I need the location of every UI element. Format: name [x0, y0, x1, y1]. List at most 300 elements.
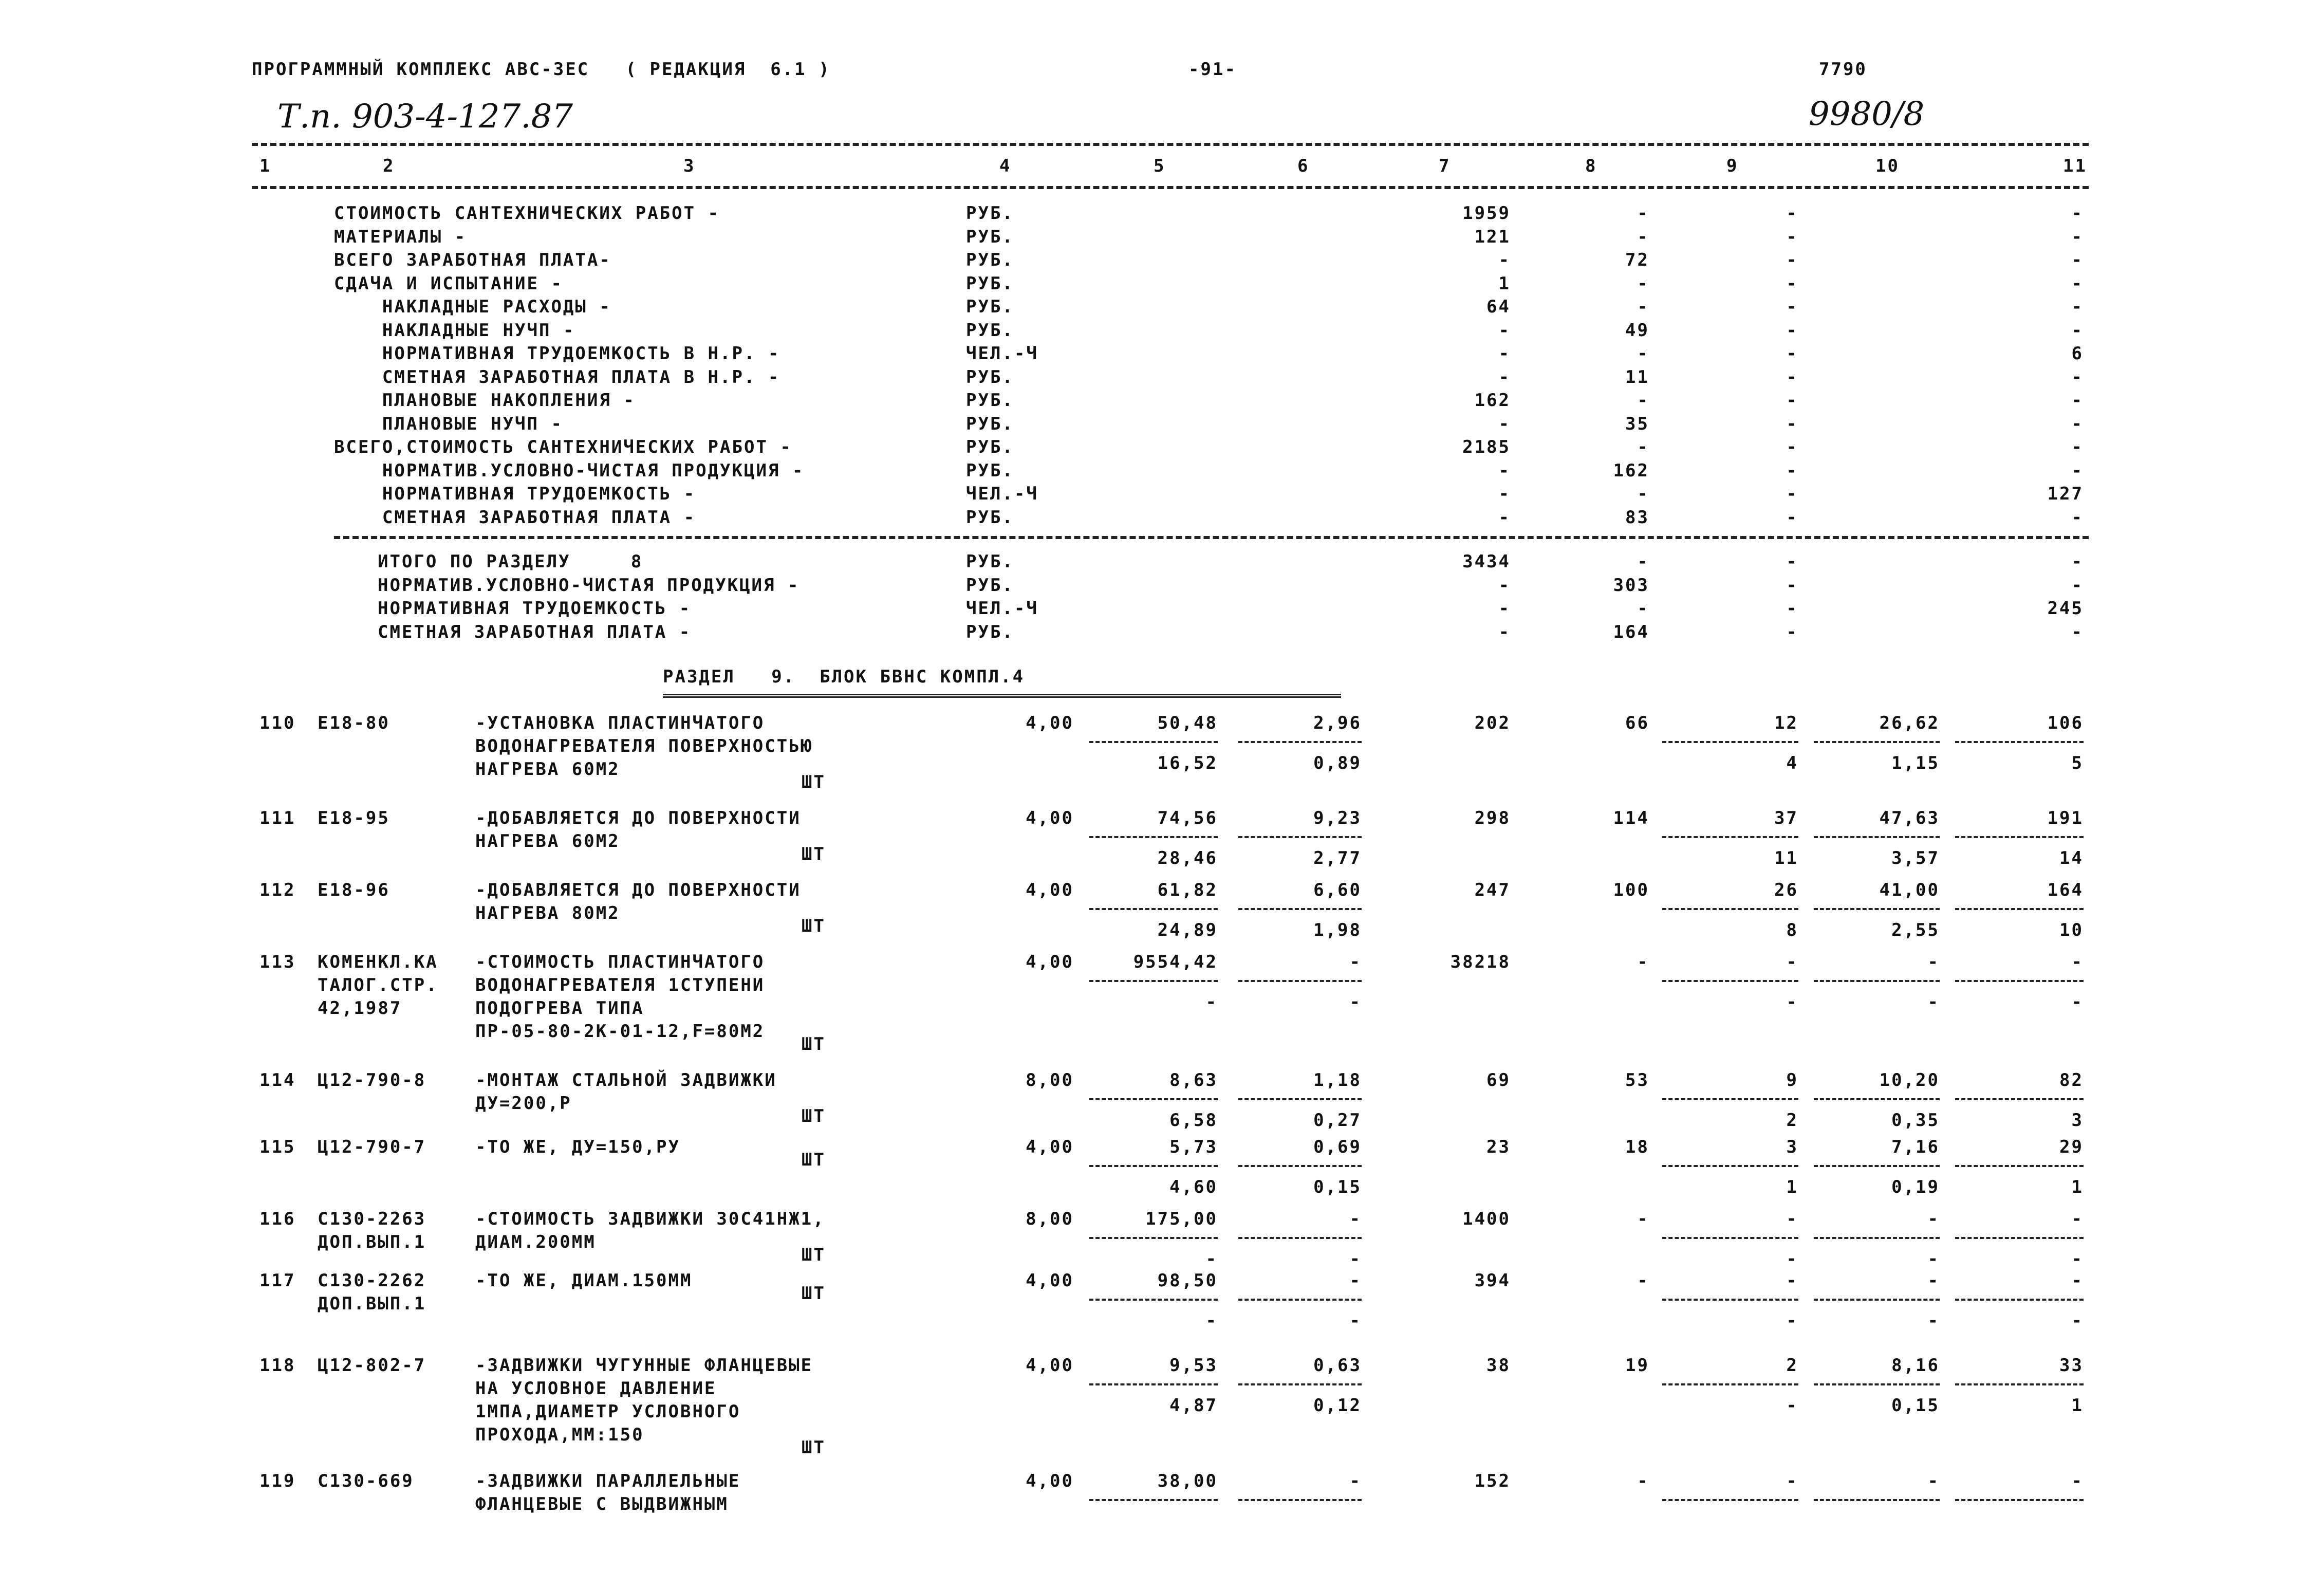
item-machine-total: - [1786, 1209, 1798, 1229]
summary-value-7: - [1498, 414, 1511, 434]
item-code: С130-2263 [318, 1209, 426, 1229]
summary-value-7: - [1498, 460, 1511, 481]
item-subline [1955, 1499, 2084, 1501]
item-total-cost: 69 [1486, 1070, 1511, 1090]
section-total-unit: РУБ. [966, 622, 1014, 642]
item-subline [1089, 1499, 1218, 1501]
summary-value-7: - [1498, 507, 1511, 528]
item-subline [1955, 1098, 2084, 1100]
column-number: 5 [1154, 156, 1166, 176]
program-header: ПРОГРАММНЫЙ КОМПЛЕКС АВС-ЗЕС ( РЕДАКЦИЯ 6.1 ) [252, 59, 831, 80]
item-subline [1814, 1383, 1940, 1385]
item-wage-total: 19 [1625, 1355, 1649, 1376]
header-rule-top [252, 143, 2089, 146]
column-number: 4 [999, 156, 1012, 176]
item-labor-total-sub: 1 [2071, 1395, 2084, 1416]
item-labor-unit-sub: - [1927, 1310, 1940, 1331]
summary-value-9: - [1786, 320, 1798, 341]
item-subline [1662, 908, 1798, 910]
item-number: 115 [259, 1137, 296, 1157]
section-total-value-8: 164 [1613, 622, 1649, 642]
item-description: -СТОИМОСТЬ ПЛАСТИНЧАТОГО [475, 952, 765, 972]
summary-value-11: - [2071, 390, 2084, 411]
item-description: ДИАМ.200ММ [475, 1232, 596, 1252]
item-code: КОМЕНКЛ.КА [318, 952, 438, 972]
summary-unit: РУБ. [966, 227, 1014, 247]
summary-unit: РУБ. [966, 320, 1014, 341]
summary-value-7: 1959 [1462, 203, 1511, 224]
item-quantity: 4,00 [1026, 952, 1074, 972]
summary-value-9: - [1786, 343, 1798, 364]
summary-label: ПЛАНОВЫЕ НУЧП - [334, 414, 563, 434]
summary-separator [334, 536, 2089, 539]
item-wage-cost-sub: 0,27 [1313, 1110, 1362, 1131]
summary-value-11: - [2071, 460, 2084, 481]
item-quantity: 4,00 [1026, 1471, 1074, 1491]
item-labor-unit-sub: 3,57 [1891, 848, 1940, 868]
item-description: -ДОБАВЛЯЕТСЯ ДО ПОВЕРХНОСТИ [475, 880, 801, 900]
item-machine-sub: 11 [1774, 848, 1798, 868]
summary-value-8: 35 [1625, 414, 1649, 434]
summary-value-8: - [1637, 484, 1649, 504]
column-number: 8 [1585, 156, 1597, 176]
section-total-label: СМЕТНАЯ ЗАРАБОТНАЯ ПЛАТА - [378, 622, 692, 642]
summary-value-8: - [1637, 437, 1649, 457]
item-unit-cost-sub: 16,52 [1157, 753, 1218, 773]
item-unit-cost-sub: 4,60 [1169, 1177, 1218, 1197]
summary-label: НОРМАТИВНАЯ ТРУДОЕМКОСТЬ - [334, 484, 696, 504]
item-total-cost: 298 [1474, 808, 1511, 828]
item-wage-total: 100 [1613, 880, 1649, 900]
item-code: ТАЛОГ.СТР. [318, 975, 438, 995]
item-labor-total-sub: - [2071, 1249, 2084, 1269]
item-subline [1814, 1237, 1940, 1239]
section-total-value-8: 303 [1613, 575, 1649, 596]
item-unit: ШТ [802, 844, 826, 864]
summary-unit: РУБ. [966, 203, 1014, 224]
summary-value-8: 49 [1625, 320, 1649, 341]
item-code: Е18-80 [318, 713, 390, 733]
summary-label: ВСЕГО ЗАРАБОТНАЯ ПЛАТА- [334, 250, 611, 270]
item-unit-cost: 38,00 [1157, 1471, 1218, 1491]
summary-value-7: 64 [1486, 297, 1511, 317]
item-labor-unit-sub: 0,19 [1891, 1177, 1940, 1197]
item-machine-sub: - [1786, 1249, 1798, 1269]
item-subline [1238, 1499, 1362, 1501]
item-description: ДУ=200,Р [475, 1093, 572, 1114]
item-labor-total: - [2071, 952, 2084, 972]
item-description: -СТОИМОСТЬ ЗАДВИЖКИ 30С41НЖ1, [475, 1209, 825, 1229]
item-labor-total-sub: - [2071, 1310, 2084, 1331]
item-labor-unit: 47,63 [1879, 808, 1940, 828]
section-title-underline [663, 694, 1341, 698]
item-labor-total-sub: 1 [2071, 1177, 2084, 1197]
summary-label: СМЕТНАЯ ЗАРАБОТНАЯ ПЛАТА В Н.Р. - [334, 367, 780, 387]
summary-value-7: - [1498, 343, 1511, 364]
item-subline [1955, 908, 2084, 910]
item-number: 114 [259, 1070, 296, 1090]
item-labor-total: - [2071, 1270, 2084, 1291]
item-quantity: 8,00 [1026, 1070, 1074, 1090]
summary-value-7: 121 [1474, 227, 1511, 247]
item-subline [1955, 836, 2084, 838]
item-unit-cost: 9554,42 [1133, 952, 1218, 972]
item-number: 118 [259, 1355, 296, 1376]
page-number: -91- [1188, 59, 1237, 80]
item-code: ДОП.ВЫП.1 [318, 1293, 426, 1314]
item-wage-cost: 0,69 [1313, 1137, 1362, 1157]
item-subline [1238, 908, 1362, 910]
handwritten-project-number: Т.п. 903-4-127.87 [277, 98, 573, 136]
summary-value-9: - [1786, 437, 1798, 457]
summary-value-11: - [2071, 297, 2084, 317]
item-wage-cost-sub: - [1349, 1249, 1362, 1269]
item-subline [1662, 1098, 1798, 1100]
item-wage-cost-sub: 0,15 [1313, 1177, 1362, 1197]
item-description: НАГРЕВА 60М2 [475, 759, 620, 780]
item-labor-total-sub: 3 [2071, 1110, 2084, 1131]
item-subline [1238, 1237, 1362, 1239]
item-subline [1238, 1299, 1362, 1301]
item-labor-unit-sub: - [1927, 992, 1940, 1012]
summary-value-9: - [1786, 297, 1798, 317]
summary-unit: РУБ. [966, 437, 1014, 457]
item-machine-sub: - [1786, 992, 1798, 1012]
item-description: ФЛАНЦЕВЫЕ С ВЫДВИЖНЫМ [475, 1494, 729, 1514]
item-wage-cost: 6,60 [1313, 880, 1362, 900]
item-subline [1089, 1165, 1218, 1167]
item-unit-cost-sub: 6,58 [1169, 1110, 1218, 1131]
item-total-cost: 247 [1474, 880, 1511, 900]
summary-label: СДАЧА И ИСПЫТАНИЕ - [334, 273, 563, 294]
item-number: 116 [259, 1209, 296, 1229]
item-unit: ШТ [802, 1437, 826, 1458]
item-total-cost: 38 [1486, 1355, 1511, 1376]
item-number: 110 [259, 713, 296, 733]
item-wage-total: 53 [1625, 1070, 1649, 1090]
summary-value-9: - [1786, 273, 1798, 294]
summary-unit: ЧЕЛ.-Ч [966, 343, 1038, 364]
item-description: НА УСЛОВНОЕ ДАВЛЕНИЕ [475, 1378, 717, 1399]
item-unit-cost-sub: 24,89 [1157, 920, 1218, 940]
item-unit-cost-sub: 4,87 [1169, 1395, 1218, 1416]
column-number: 3 [683, 156, 696, 176]
item-machine-sub: - [1786, 1395, 1798, 1416]
item-unit: ШТ [802, 1034, 826, 1055]
item-unit-cost-sub: 28,46 [1157, 848, 1218, 868]
column-number: 9 [1726, 156, 1739, 176]
summary-value-11: - [2071, 367, 2084, 387]
item-code: Е18-96 [318, 880, 390, 900]
item-code: С130-2262 [318, 1270, 426, 1291]
item-description: НАГРЕВА 80М2 [475, 903, 620, 923]
item-subline [1662, 980, 1798, 982]
section-total-label: ИТОГО ПО РАЗДЕЛУ 8 [378, 551, 643, 572]
item-subline [1814, 1098, 1940, 1100]
section-total-value-8: - [1637, 551, 1649, 572]
item-wage-cost-sub: - [1349, 1310, 1362, 1331]
summary-value-11: - [2071, 250, 2084, 270]
item-unit-cost: 98,50 [1157, 1270, 1218, 1291]
document-code: 7790 [1819, 59, 1867, 80]
section-total-value-11: 245 [2047, 598, 2084, 619]
item-wage-cost-sub: 1,98 [1313, 920, 1362, 940]
item-subline [1089, 980, 1218, 982]
item-labor-total-sub: 14 [2059, 848, 2084, 868]
item-wage-total: 114 [1613, 808, 1649, 828]
item-code: С130-669 [318, 1471, 414, 1491]
summary-value-7: - [1498, 320, 1511, 341]
item-subline [1089, 836, 1218, 838]
item-machine-total: 9 [1786, 1070, 1798, 1090]
item-machine-sub: - [1786, 1310, 1798, 1331]
summary-value-11: - [2071, 203, 2084, 224]
summary-value-9: - [1786, 460, 1798, 481]
column-number: 1 [259, 156, 272, 176]
summary-value-8: 83 [1625, 507, 1649, 528]
section-total-label: НОРМАТИВ.УСЛОВНО-ЧИСТАЯ ПРОДУКЦИЯ - [378, 575, 800, 596]
item-subline [1814, 1499, 1940, 1501]
summary-unit: ЧЕЛ.-Ч [966, 484, 1038, 504]
item-subline [1089, 741, 1218, 743]
item-subline [1662, 1165, 1798, 1167]
item-subline [1662, 741, 1798, 743]
summary-value-11: - [2071, 227, 2084, 247]
section-total-value-7: - [1498, 575, 1511, 596]
item-code: Ц12-790-7 [318, 1137, 426, 1157]
item-unit-cost: 5,73 [1169, 1137, 1218, 1157]
item-subline [1238, 1383, 1362, 1385]
summary-unit: РУБ. [966, 460, 1014, 481]
item-labor-total: - [2071, 1471, 2084, 1491]
summary-value-7: - [1498, 367, 1511, 387]
item-subline [1662, 1499, 1798, 1501]
item-unit-cost-sub: - [1205, 1310, 1218, 1331]
section-total-value-11: - [2071, 551, 2084, 572]
section-total-unit: РУБ. [966, 575, 1014, 596]
item-description: ПОДОГРЕВА ТИПА [475, 998, 644, 1019]
item-description: ВОДОНАГРЕВАТЕЛЯ 1СТУПЕНИ [475, 975, 765, 995]
item-labor-total: 29 [2059, 1137, 2084, 1157]
item-code: Ц12-802-7 [318, 1355, 426, 1376]
item-unit: ШТ [802, 1106, 826, 1126]
item-labor-total-sub: 5 [2071, 753, 2084, 773]
item-labor-total: 106 [2047, 713, 2084, 733]
item-wage-cost-sub: - [1349, 992, 1362, 1012]
item-machine-total: - [1786, 1270, 1798, 1291]
summary-value-8: - [1637, 273, 1649, 294]
summary-value-9: - [1786, 250, 1798, 270]
section-total-value-9: - [1786, 598, 1798, 619]
item-subline [1089, 1237, 1218, 1239]
item-wage-total: - [1637, 1209, 1649, 1229]
item-code: Е18-95 [318, 808, 390, 828]
item-subline [1662, 1383, 1798, 1385]
item-wage-total: - [1637, 1471, 1649, 1491]
item-unit: ШТ [802, 772, 826, 792]
summary-value-9: - [1786, 227, 1798, 247]
summary-value-9: - [1786, 507, 1798, 528]
item-quantity: 4,00 [1026, 713, 1074, 733]
item-labor-unit: 41,00 [1879, 880, 1940, 900]
item-unit-cost-sub: - [1205, 1249, 1218, 1269]
item-subline [1238, 741, 1362, 743]
summary-value-8: - [1637, 297, 1649, 317]
item-description: ВОДОНАГРЕВАТЕЛЯ ПОВЕРХНОСТЬЮ [475, 736, 813, 756]
summary-label: МАТЕРИАЛЫ - [334, 227, 467, 247]
item-wage-cost-sub: 0,89 [1313, 753, 1362, 773]
item-subline [1814, 836, 1940, 838]
summary-unit: РУБ. [966, 297, 1014, 317]
section-total-value-8: - [1637, 598, 1649, 619]
section-total-value-7: - [1498, 598, 1511, 619]
item-number: 117 [259, 1270, 296, 1291]
summary-value-11: 127 [2047, 484, 2084, 504]
item-labor-total: 33 [2059, 1355, 2084, 1376]
summary-value-8: 162 [1613, 460, 1649, 481]
item-subline [1955, 1165, 2084, 1167]
item-labor-unit-sub: 0,35 [1891, 1110, 1940, 1131]
item-subline [1238, 1165, 1362, 1167]
item-subline [1814, 1165, 1940, 1167]
item-quantity: 4,00 [1026, 808, 1074, 828]
item-description: 1МПА,ДИАМЕТР УСЛОВНОГО [475, 1401, 741, 1422]
summary-value-11: - [2071, 437, 2084, 457]
item-wage-cost-sub: 0,12 [1313, 1395, 1362, 1416]
summary-value-9: - [1786, 390, 1798, 411]
item-machine-total: 3 [1786, 1137, 1798, 1157]
section-title: РАЗДЕЛ 9. БЛОК БВНС КОМПЛ.4 [663, 667, 1025, 687]
item-subline [1814, 908, 1940, 910]
item-labor-unit-sub: - [1927, 1249, 1940, 1269]
item-labor-total: 191 [2047, 808, 2084, 828]
summary-unit: РУБ. [966, 507, 1014, 528]
item-quantity: 4,00 [1026, 1270, 1074, 1291]
item-labor-total: 164 [2047, 880, 2084, 900]
summary-value-9: - [1786, 367, 1798, 387]
item-machine-total: 12 [1774, 713, 1798, 733]
summary-value-11: - [2071, 273, 2084, 294]
item-labor-unit-sub: 1,15 [1891, 753, 1940, 773]
item-machine-sub: 1 [1786, 1177, 1798, 1197]
item-description: -МОНТАЖ СТАЛЬНОЙ ЗАДВИЖКИ [475, 1070, 777, 1090]
item-machine-sub: 4 [1786, 753, 1798, 773]
item-wage-cost: - [1349, 1209, 1362, 1229]
summary-value-9: - [1786, 484, 1798, 504]
item-description: НАГРЕВА 60М2 [475, 831, 620, 852]
item-number: 113 [259, 952, 296, 972]
item-wage-cost: 9,23 [1313, 808, 1362, 828]
item-labor-unit: 10,20 [1879, 1070, 1940, 1090]
item-unit: ШТ [802, 1283, 826, 1304]
column-number: 10 [1875, 156, 1900, 176]
summary-value-8: 72 [1625, 250, 1649, 270]
item-number: 119 [259, 1471, 296, 1491]
item-quantity: 4,00 [1026, 1355, 1074, 1376]
section-total-value-11: - [2071, 575, 2084, 596]
summary-unit: РУБ. [966, 414, 1014, 434]
summary-value-11: 6 [2071, 343, 2084, 364]
item-description: ПР-05-80-2К-01-12,F=80М2 [475, 1021, 765, 1042]
item-subline [1238, 980, 1362, 982]
item-labor-unit: 26,62 [1879, 713, 1940, 733]
item-total-cost: 152 [1474, 1471, 1511, 1491]
section-total-label: НОРМАТИВНАЯ ТРУДОЕМКОСТЬ - [378, 598, 692, 619]
item-quantity: 8,00 [1026, 1209, 1074, 1229]
item-unit-cost: 61,82 [1157, 880, 1218, 900]
header-rule-bottom [252, 186, 2089, 189]
item-subline [1955, 1237, 2084, 1239]
column-number: 11 [2063, 156, 2087, 176]
item-wage-total: - [1637, 952, 1649, 972]
item-unit: ШТ [802, 1150, 826, 1170]
item-total-cost: 394 [1474, 1270, 1511, 1291]
item-labor-unit-sub: 2,55 [1891, 920, 1940, 940]
item-machine-sub: 2 [1786, 1110, 1798, 1131]
section-total-value-11: - [2071, 622, 2084, 642]
item-unit-cost: 50,48 [1157, 713, 1218, 733]
item-total-cost: 1400 [1462, 1209, 1511, 1229]
item-subline [1955, 741, 2084, 743]
item-subline [1955, 1299, 2084, 1301]
item-wage-cost: 1,18 [1313, 1070, 1362, 1090]
item-wage-cost: 0,63 [1313, 1355, 1362, 1376]
item-wage-cost: - [1349, 1471, 1362, 1491]
item-quantity: 4,00 [1026, 1137, 1074, 1157]
item-code: 42,1987 [318, 998, 402, 1019]
summary-value-8: 11 [1625, 367, 1649, 387]
item-total-cost: 23 [1486, 1137, 1511, 1157]
summary-label: НАКЛАДНЫЕ РАСХОДЫ - [334, 297, 611, 317]
item-labor-total: - [2071, 1209, 2084, 1229]
item-unit-cost: 175,00 [1145, 1209, 1218, 1229]
item-labor-unit: - [1927, 952, 1940, 972]
item-description: ПРОХОДА,ММ:150 [475, 1425, 644, 1445]
item-code: Ц12-790-8 [318, 1070, 426, 1090]
summary-value-11: - [2071, 507, 2084, 528]
summary-value-7: 1 [1498, 273, 1511, 294]
summary-value-7: - [1498, 484, 1511, 504]
item-subline [1662, 1299, 1798, 1301]
summary-value-8: - [1637, 390, 1649, 411]
section-total-value-9: - [1786, 575, 1798, 596]
item-subline [1955, 1383, 2084, 1385]
summary-value-7: 162 [1474, 390, 1511, 411]
summary-value-8: - [1637, 203, 1649, 224]
item-wage-cost: - [1349, 1270, 1362, 1291]
item-labor-total-sub: - [2071, 992, 2084, 1012]
item-subline [1089, 908, 1218, 910]
item-unit-cost: 8,63 [1169, 1070, 1218, 1090]
item-wage-total: 66 [1625, 713, 1649, 733]
section-total-value-9: - [1786, 622, 1798, 642]
item-labor-unit: - [1927, 1471, 1940, 1491]
item-machine-total: 37 [1774, 808, 1798, 828]
section-total-value-9: - [1786, 551, 1798, 572]
item-subline [1814, 980, 1940, 982]
summary-label: ВСЕГО,СТОИМОСТЬ САНТЕХНИЧЕСКИХ РАБОТ - [334, 437, 792, 457]
item-subline [1814, 741, 1940, 743]
item-wage-total: 18 [1625, 1137, 1649, 1157]
item-quantity: 4,00 [1026, 880, 1074, 900]
item-code: ДОП.ВЫП.1 [318, 1232, 426, 1252]
item-labor-total-sub: 10 [2059, 920, 2084, 940]
item-subline [1238, 1098, 1362, 1100]
section-total-unit: РУБ. [966, 551, 1014, 572]
item-labor-total: 82 [2059, 1070, 2084, 1090]
summary-label: ПЛАНОВЫЕ НАКОПЛЕНИЯ - [334, 390, 636, 411]
item-machine-total: - [1786, 1471, 1798, 1491]
